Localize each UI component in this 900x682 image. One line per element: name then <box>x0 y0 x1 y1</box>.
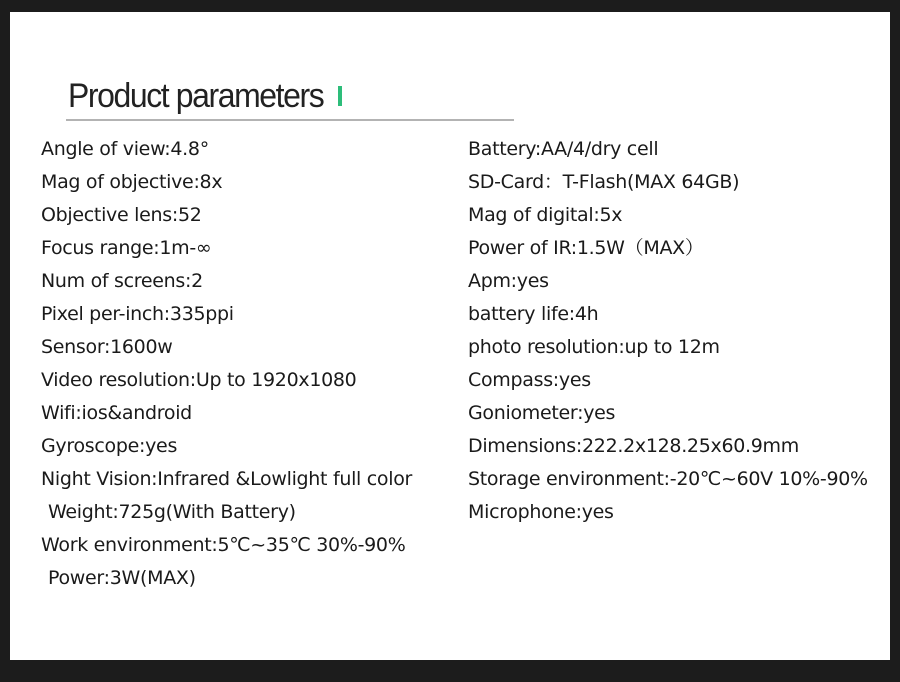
param-battery: Battery:AA/4/dry cell <box>468 138 659 160</box>
param-gyroscope: Gyroscope:yes <box>41 435 178 457</box>
param-compass: Compass:yes <box>468 369 591 391</box>
param-wifi: Wifi:ios&android <box>41 402 192 424</box>
param-num-of-screens: Num of screens:2 <box>41 270 203 292</box>
title-accent-bar <box>338 86 342 106</box>
param-angle-of-view: Angle of view:4.8° <box>41 138 209 160</box>
param-storage-environment: Storage environment:-20℃~60V 10%-90% <box>468 468 868 490</box>
param-night-vision: Night Vision:Infrared &Lowlight full color <box>41 468 413 490</box>
param-sensor: Sensor:1600w <box>41 336 173 358</box>
param-sd-card: SD-Card：T-Flash(MAX 64GB) <box>468 171 740 193</box>
parameters-left-column <box>41 133 412 595</box>
param-work-environment: Work environment:5℃~35℃ 30%-90% <box>41 534 406 556</box>
parameters-right-column <box>468 133 868 529</box>
param-weight: Weight:725g(With Battery) <box>48 501 296 523</box>
param-mag-of-digital: Mag of digital:5x <box>468 204 623 226</box>
param-power: Power:3W(MAX) <box>48 567 196 589</box>
param-mag-of-objective: Mag of objective:8x <box>41 171 223 193</box>
param-microphone: Microphone:yes <box>468 501 614 523</box>
param-video-resolution: Video resolution:Up to 1920x1080 <box>41 369 357 391</box>
param-power-of-ir: Power of IR:1.5W（MAX） <box>468 237 704 259</box>
param-pixel-per-inch: Pixel per-inch:335ppi <box>41 303 234 325</box>
param-apm: Apm:yes <box>468 270 549 292</box>
section-title: Product parameters <box>68 77 324 115</box>
param-objective-lens: Objective lens:52 <box>41 204 202 226</box>
param-goniometer: Goniometer:yes <box>468 402 616 424</box>
param-dimensions: Dimensions:222.2x128.25x60.9mm <box>468 435 799 457</box>
param-focus-range: Focus range:1m-∞ <box>41 237 212 259</box>
param-battery-life: battery life:4h <box>468 303 599 325</box>
title-underline <box>66 119 514 121</box>
param-photo-resolution: photo resolution:up to 12m <box>468 336 720 358</box>
